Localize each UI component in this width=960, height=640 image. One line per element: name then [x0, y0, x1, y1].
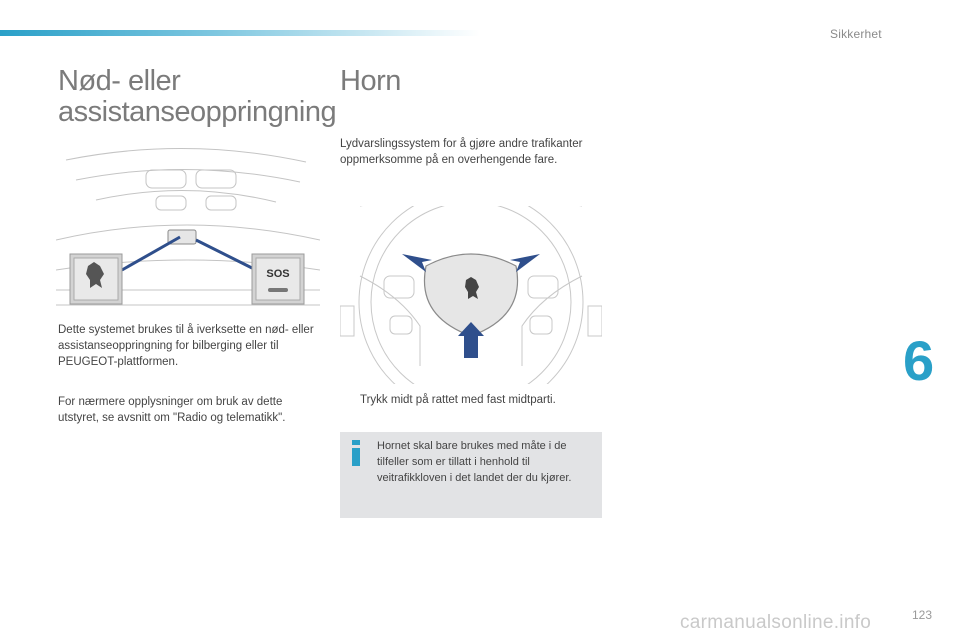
console-lamp: [146, 170, 186, 188]
header-accent-bar: [0, 30, 480, 36]
console-lamp: [156, 196, 186, 210]
wheel-control: [528, 276, 558, 298]
console-outline: [76, 169, 300, 182]
page-number: 123: [912, 608, 933, 622]
console-outline: [66, 148, 306, 162]
sos-label: SOS: [266, 268, 290, 280]
assistance-button: [70, 254, 122, 304]
console-lamp: [206, 196, 236, 210]
emergency-call-title: Nød- eller assistanseoppringning: [58, 65, 337, 128]
sos-led-icon: [268, 288, 288, 292]
dash-detail: [340, 306, 354, 336]
info-text: Hornet skal bare brukes med måte i de tilfeller som er tillatt i henhold til veitrafikkloven i det landet der du kjører.: [377, 440, 572, 484]
roof-console-illustration: [56, 140, 320, 320]
wheel-control: [530, 316, 552, 334]
section-label: Sikkerhet: [830, 27, 882, 41]
horn-title: Horn: [340, 65, 401, 97]
info-box: [340, 432, 602, 518]
emergency-call-description: Dette systemet brukes til å iverksette en nød- eller assistanseoppringning for bilberging eller til PEUGEOT-plattformen.: [58, 324, 314, 368]
horn-description: Lydvarslingssystem for å gjøre andre trafikanter oppmerksomme på en overhengende fare.: [340, 138, 583, 166]
dash-detail: [588, 306, 602, 336]
pointer-line: [122, 237, 180, 270]
horn-instruction: [340, 394, 556, 406]
wheel-control: [390, 316, 412, 334]
horn-instruction-text: Trykk midt på rattet med fast midtparti.: [360, 394, 556, 406]
steering-wheel-illustration: [340, 206, 602, 384]
watermark: carmanualsonline.info: [680, 612, 872, 633]
emergency-call-reference: For nærmere opplysninger om bruk av dette utstyret, se avsnitt om "Radio og telematikk".: [58, 396, 286, 424]
info-icon: [348, 440, 364, 466]
chapter-number: 6: [903, 329, 935, 392]
console-lamp: [196, 170, 236, 188]
pointer-line: [196, 240, 252, 268]
wheel-control: [384, 276, 414, 298]
